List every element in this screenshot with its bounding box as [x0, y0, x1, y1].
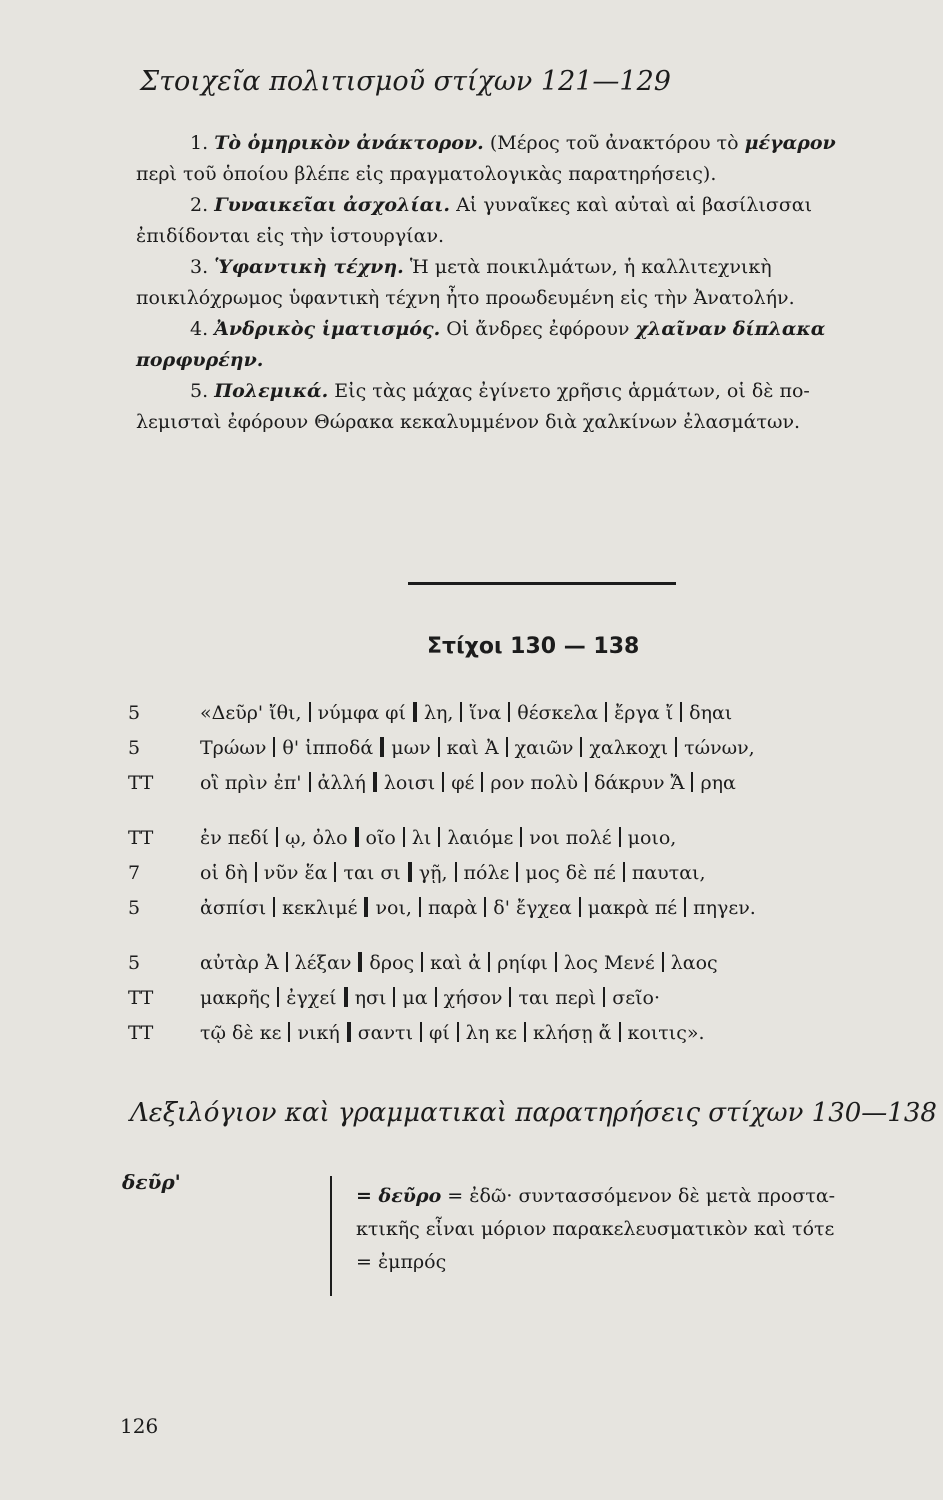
foot-divider — [605, 702, 607, 722]
foot-divider — [403, 827, 405, 847]
note-lead: Τὸ ὁμηρικὸν ἀνάκτορον. — [214, 132, 484, 154]
note-text: ἐπιδίδονται εἰς τὴν ἱστουργίαν. — [136, 225, 445, 247]
lexicon-heading: Λεξιλόγιον καὶ γραμματικαὶ παρατηρήσεις στίχων 130—138 — [130, 1098, 937, 1128]
verse-foot: ρηα — [700, 772, 736, 794]
note-lead: Ὑφαντικὴ τέχνη. — [214, 256, 404, 278]
verse-line — [128, 731, 938, 766]
verse-meter: 7 — [128, 862, 141, 884]
verse-foot: δάκρυν Ἄ — [594, 772, 685, 794]
verse-foot: οἳ πρὶν ἐπ' — [200, 772, 302, 794]
verse-meter: ΤΤ — [128, 827, 154, 849]
foot-divider — [619, 1022, 621, 1042]
verse-foot: νῦν ἕα — [263, 862, 328, 884]
verse-foot: ρον πολὺ — [490, 772, 579, 794]
caesura-mark — [373, 772, 377, 792]
foot-divider — [288, 1022, 290, 1042]
lexicon-definition — [356, 1180, 936, 1279]
foot-divider — [334, 862, 336, 882]
verse-line — [128, 766, 938, 801]
verse-foot: λι — [411, 827, 432, 849]
verse-foot: ἵνα — [469, 702, 502, 724]
foot-divider — [393, 987, 395, 1007]
verse-foot: παυται, — [631, 862, 706, 884]
verse-foot: ἀλλή — [317, 772, 366, 794]
note-line — [136, 221, 936, 252]
foot-divider — [460, 702, 462, 722]
caesura-mark — [380, 737, 384, 757]
note-number: 5. — [190, 380, 209, 402]
note-lead: Γυναικεῖαι ἀσχολίαι. — [214, 194, 451, 216]
caesura-mark — [413, 702, 417, 722]
verse-foot: «Δεῦρ' ἴθι, — [200, 702, 302, 724]
note-lead: Ἀνδρικὸς ἱματισμός. — [214, 318, 441, 340]
foot-divider — [255, 862, 257, 882]
note-lead: Πολεμικά. — [214, 380, 329, 402]
foot-divider — [524, 1022, 526, 1042]
note-number: 2. — [190, 194, 209, 216]
verse-foot: νοι πολέ — [529, 827, 612, 849]
verse-foot: ἐν πεδί — [200, 827, 270, 849]
section-heading: Στοιχεῖα πολιτισμοῦ στίχων 121—129 — [140, 66, 671, 97]
foot-divider — [273, 897, 275, 917]
foot-divider — [435, 987, 437, 1007]
verse-foot: μοιο, — [627, 827, 677, 849]
foot-divider — [691, 772, 693, 792]
verse-meter: ΤΤ — [128, 987, 154, 1009]
verse-foot: ρηίφι — [497, 952, 548, 974]
verse-foot: τώνων, — [684, 737, 755, 759]
verse-foot: χαλκοχι — [589, 737, 669, 759]
note-line — [136, 376, 936, 407]
foot-divider — [579, 897, 581, 917]
verse-foot: ησι — [354, 987, 387, 1009]
foot-divider — [603, 987, 605, 1007]
verse-foot: αὐτὰρ Ἀ — [200, 952, 279, 974]
foot-divider — [438, 737, 440, 757]
note-line — [136, 128, 936, 159]
verse-meter: ΤΤ — [128, 772, 154, 794]
verse-foot: οῖο — [365, 827, 396, 849]
foot-divider — [684, 897, 686, 917]
foot-divider — [520, 827, 522, 847]
verse-foot: μος δὲ πέ — [525, 862, 616, 884]
note-number: 1. — [190, 132, 209, 154]
caesura-mark — [408, 862, 412, 882]
verse-foot: λαος — [670, 952, 718, 974]
verse-foot: καὶ Ἀ — [446, 737, 499, 759]
page-number: 126 — [120, 1414, 159, 1438]
foot-divider — [481, 772, 483, 792]
verse-foot: λος Μενέ — [563, 952, 655, 974]
verse-foot: γῇ, — [418, 862, 448, 884]
verse-foot: θέσκελα — [517, 702, 599, 724]
note-emphasis: χλαῖναν δίπλακα — [635, 318, 826, 340]
verse-line — [128, 821, 938, 856]
verse-foot: πόλε — [463, 862, 510, 884]
foot-divider — [623, 862, 625, 882]
verse-words — [200, 981, 660, 1016]
foot-divider — [419, 897, 421, 917]
foot-divider — [276, 827, 278, 847]
verse-foot: φί — [429, 1022, 450, 1044]
foot-divider — [585, 772, 587, 792]
verse-foot: φέ — [451, 772, 475, 794]
lexicon-def-line: κτικῆς εἶναι μόριον παρακελευσματικὸν καὶ τότε — [356, 1218, 835, 1240]
foot-divider — [488, 952, 490, 972]
verse-foot: θ' ἱπποδά — [282, 737, 374, 759]
lexicon-def-line: = ἐμπρός — [356, 1251, 447, 1273]
verse-line — [128, 1016, 938, 1051]
verse-line — [128, 856, 938, 891]
verse-foot: ται σι — [343, 862, 401, 884]
lexicon-rule — [330, 1176, 332, 1296]
foot-divider — [516, 862, 518, 882]
foot-divider — [506, 737, 508, 757]
note-text: Αἱ γυναῖκες καὶ αὐταὶ αἱ βασίλισσαι — [450, 194, 813, 216]
caesura-mark — [364, 897, 368, 917]
verse-foot: παρὰ — [427, 897, 478, 919]
verse-foot: πηγεν. — [693, 897, 756, 919]
verse-block — [128, 696, 938, 1051]
foot-divider — [442, 772, 444, 792]
note-text: Ἡ μετὰ ποικιλμάτων, ἡ καλλιτεχνικὴ — [403, 256, 772, 278]
note-line — [136, 314, 936, 345]
foot-divider — [508, 702, 510, 722]
verse-foot: μα — [402, 987, 428, 1009]
verse-foot: οἱ δὴ — [200, 862, 248, 884]
section-divider — [408, 582, 676, 585]
foot-divider — [273, 737, 275, 757]
verse-foot: μακρὰ πέ — [587, 897, 678, 919]
note-text: Εἰς τὰς μάχας ἐγίνετο χρῆσις ἁρμάτων, οἱ δὲ πο- — [328, 380, 810, 402]
foot-divider — [675, 737, 677, 757]
note-line — [136, 252, 936, 283]
verse-meter: 5 — [128, 897, 141, 919]
verse-meter: 5 — [128, 952, 141, 974]
note-number: 4. — [190, 318, 209, 340]
verse-foot: λαιόμε — [447, 827, 514, 849]
caesura-mark — [344, 987, 348, 1007]
verse-words — [200, 891, 756, 926]
foot-divider — [555, 952, 557, 972]
verse-foot: λη κε — [465, 1022, 517, 1044]
verse-foot: δρος — [369, 952, 415, 974]
verse-foot: λη, — [423, 702, 454, 724]
verse-foot: ῳ, ὀλο — [285, 827, 348, 849]
verse-words — [200, 946, 718, 981]
verse-foot: δηαι — [689, 702, 733, 724]
note-line — [136, 190, 936, 221]
caesura-mark — [347, 1022, 351, 1042]
note-text: πορφυρέην. — [136, 349, 264, 371]
foot-divider — [438, 827, 440, 847]
verse-words — [200, 856, 706, 891]
verse-foot: δ' ἔγχεα — [493, 897, 572, 919]
verse-foot: ἐγχεί — [286, 987, 337, 1009]
verse-meter: ΤΤ — [128, 1022, 154, 1044]
note-text: (Μέρος τοῦ ἀνακτόρου τὸ — [483, 132, 745, 154]
foot-divider — [277, 987, 279, 1007]
foot-divider — [680, 702, 682, 722]
verse-words — [200, 766, 736, 801]
verse-foot: χαιῶν — [514, 737, 574, 759]
foot-divider — [662, 952, 664, 972]
foot-divider — [421, 952, 423, 972]
foot-divider — [309, 702, 311, 722]
note-text: Οἱ ἄνδρες ἐφόρουν — [440, 318, 636, 340]
note-line — [136, 407, 936, 438]
verse-meter: 5 — [128, 737, 141, 759]
verse-foot: κλήσῃ ἄ — [532, 1022, 612, 1044]
foot-divider — [286, 952, 288, 972]
note-line — [136, 345, 936, 376]
verse-foot: σαντι — [357, 1022, 414, 1044]
verse-line — [128, 696, 938, 731]
caesura-mark — [358, 952, 362, 972]
verse-foot: μων — [391, 737, 431, 759]
note-text: περὶ τοῦ ὁποίου βλέπε εἰς πραγματολογικὰς παρατηρήσεις). — [136, 163, 717, 185]
note-emphasis: μέγαρον — [744, 132, 836, 154]
lexicon-def-emphasis: = δεῦρο — [356, 1185, 442, 1207]
foot-divider — [420, 1022, 422, 1042]
verse-foot: νική — [297, 1022, 340, 1044]
note-number: 3. — [190, 256, 209, 278]
verse-words — [200, 821, 676, 856]
verse-words — [200, 1016, 705, 1051]
verse-words — [200, 731, 755, 766]
verse-line — [128, 946, 938, 981]
verse-foot: νοι, — [375, 897, 412, 919]
foot-divider — [580, 737, 582, 757]
verse-foot: σεῖο· — [612, 987, 660, 1009]
verse-foot: χήσον — [443, 987, 503, 1009]
note-line — [136, 159, 936, 190]
lexicon-def-line: = ἐδῶ· συντασσόμενον δὲ μετὰ προστα- — [441, 1185, 836, 1207]
note-text: ποικιλόχρωμος ὑφαντικὴ τέχνη ἦτο προωδευμένη εἰς τὴν Ἀνατολήν. — [136, 287, 795, 309]
verse-foot: λοισι — [383, 772, 436, 794]
foot-divider — [484, 897, 486, 917]
verse-foot: τῷ δὲ κε — [200, 1022, 282, 1044]
foot-divider — [455, 862, 457, 882]
lexicon-term: δεῦρ' — [122, 1170, 181, 1194]
verse-meter: 5 — [128, 702, 141, 724]
verses-title: Στίχοι 130 — 138 — [427, 634, 640, 659]
verse-foot: λέξαν — [294, 952, 352, 974]
verse-line — [128, 891, 938, 926]
verse-foot: ἔργα ἴ — [614, 702, 674, 724]
culture-notes — [136, 128, 936, 438]
caesura-mark — [355, 827, 359, 847]
verse-foot: κεκλιμέ — [282, 897, 358, 919]
verse-foot: Τρώων — [200, 737, 267, 759]
verse-foot: νύμφα φί — [317, 702, 406, 724]
foot-divider — [457, 1022, 459, 1042]
note-line — [136, 283, 936, 314]
foot-divider — [309, 772, 311, 792]
verse-words — [200, 696, 732, 731]
note-text: λεμισταὶ ἐφόρουν Θώρακα κεκαλυμμένον διὰ χαλκίνων ἐλασμάτων. — [136, 411, 801, 433]
verse-line — [128, 981, 938, 1016]
foot-divider — [509, 987, 511, 1007]
verse-foot: ἀσπίσι — [200, 897, 267, 919]
verse-foot: καὶ ἀ — [430, 952, 482, 974]
verse-foot: κοιτις». — [627, 1022, 705, 1044]
verse-foot: μακρῆς — [200, 987, 271, 1009]
foot-divider — [619, 827, 621, 847]
verse-foot: ται περὶ — [518, 987, 597, 1009]
